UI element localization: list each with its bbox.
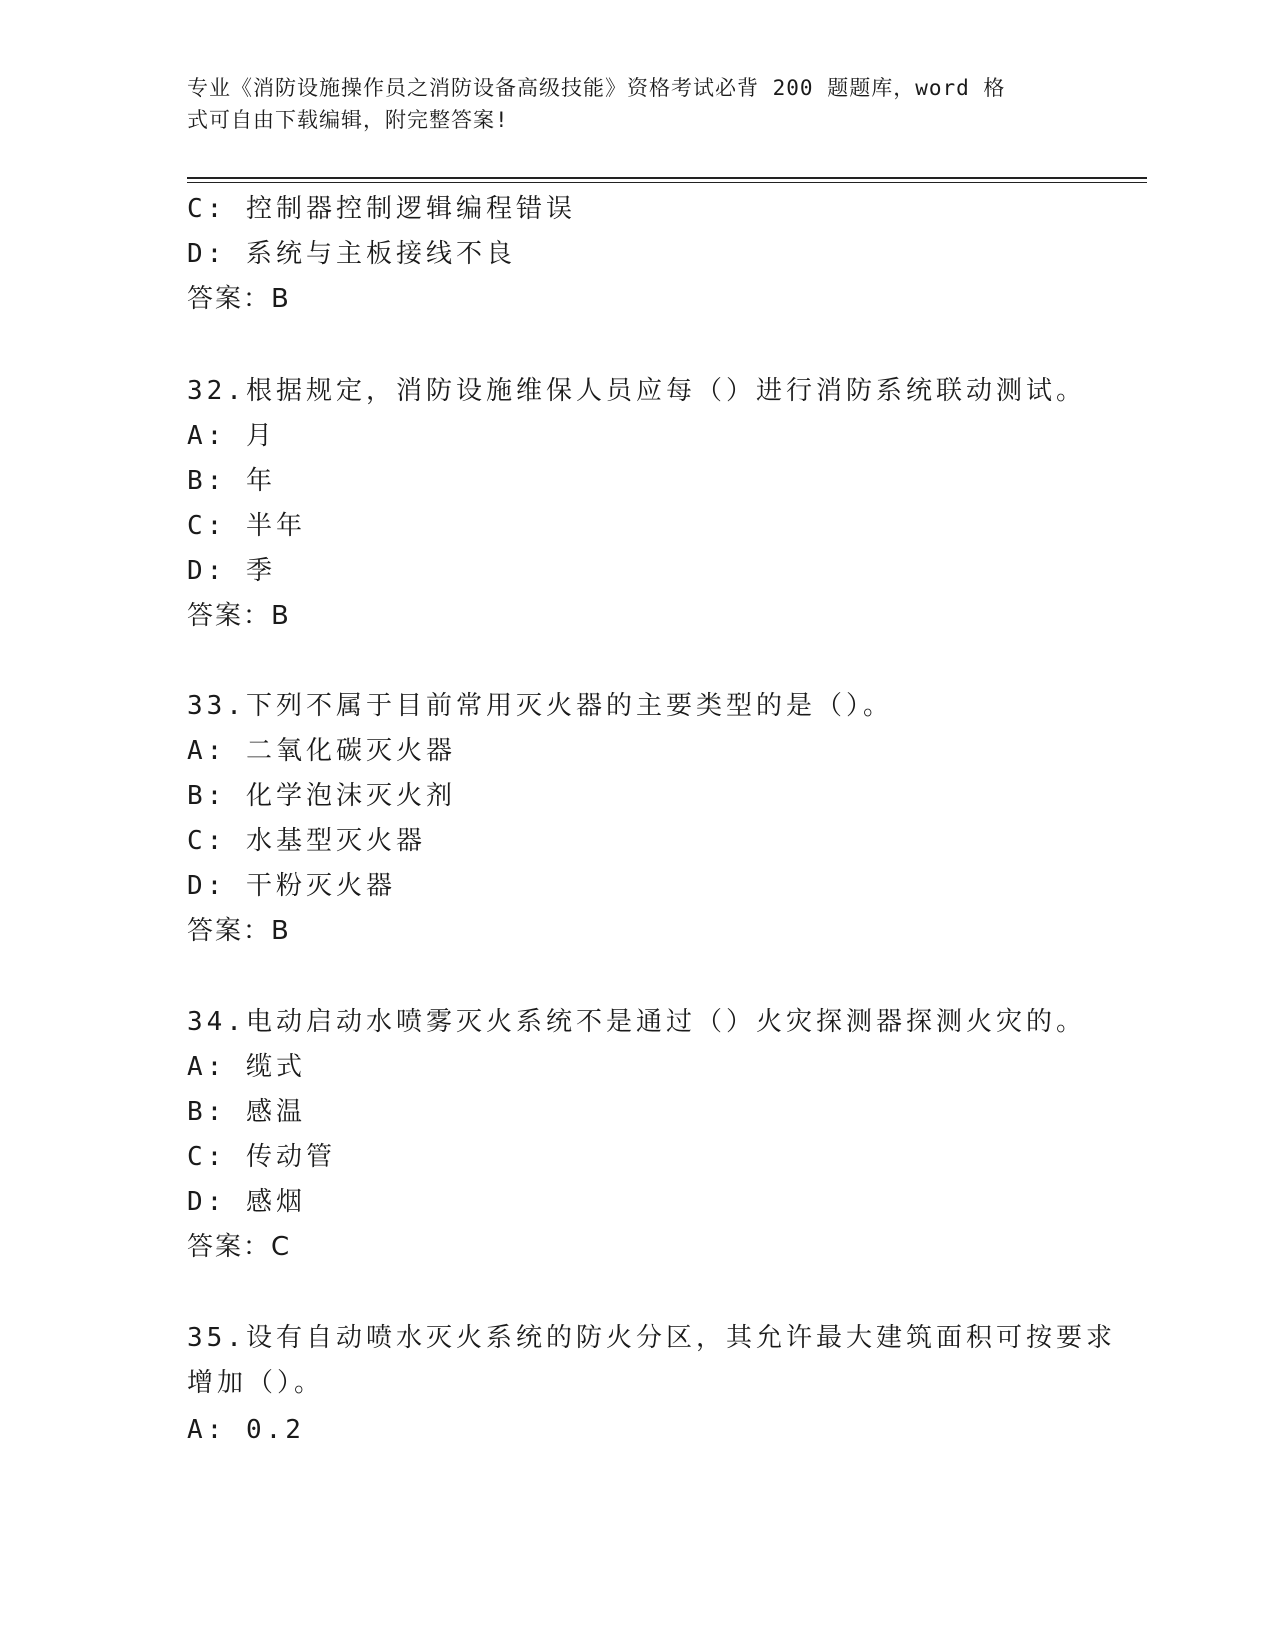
- header-divider-thin: [187, 182, 1147, 183]
- q33-answer: 答案：B: [187, 916, 291, 946]
- q35-stem-line-2: 增加（）。: [187, 1368, 325, 1398]
- header-line-2: 式可自由下载编辑，附完整答案!: [187, 108, 509, 132]
- q34-stem: 34.电动启动水喷雾灭火系统不是通过（）火灾探测器探测火灾的。: [187, 1007, 1086, 1037]
- q34-option-d: D: 感烟: [187, 1187, 306, 1217]
- q33-stem: 33.下列不属于目前常用灭火器的主要类型的是（）。: [187, 691, 893, 721]
- q33-option-d: D: 干粉灭火器: [187, 871, 396, 901]
- q32-option-b: B: 年: [187, 466, 276, 496]
- header-line-1: 专业《消防设施操作员之消防设备高级技能》资格考试必背 200 题题库，word 格: [187, 76, 1006, 100]
- q33-option-b: B: 化学泡沫灭火剂: [187, 781, 456, 811]
- q33-option-a: A: 二氧化碳灭火器: [187, 736, 456, 766]
- q35-option-a: A: 0.2: [187, 1415, 305, 1445]
- header-divider: [187, 177, 1147, 179]
- q31-option-d: D: 系统与主板接线不良: [187, 239, 516, 269]
- q35-stem-line-1: 35.设有自动喷水灭火系统的防火分区，其允许最大建筑面积可按要求: [187, 1323, 1116, 1353]
- q32-option-d: D: 季: [187, 556, 276, 586]
- q32-answer: 答案：B: [187, 601, 291, 631]
- q34-option-c: C: 传动管: [187, 1142, 336, 1172]
- q34-answer: 答案：C: [187, 1232, 292, 1262]
- q31-answer: 答案：B: [187, 284, 291, 314]
- q32-stem: 32.根据规定，消防设施维保人员应每（）进行消防系统联动测试。: [187, 376, 1086, 406]
- q33-option-c: C: 水基型灭火器: [187, 826, 426, 856]
- q32-option-a: A: 月: [187, 421, 276, 451]
- q32-option-c: C: 半年: [187, 511, 306, 541]
- q31-option-c: C: 控制器控制逻辑编程错误: [187, 194, 576, 224]
- document-header: [187, 72, 1087, 136]
- q34-option-b: B: 感温: [187, 1097, 306, 1127]
- q34-option-a: A: 缆式: [187, 1052, 306, 1082]
